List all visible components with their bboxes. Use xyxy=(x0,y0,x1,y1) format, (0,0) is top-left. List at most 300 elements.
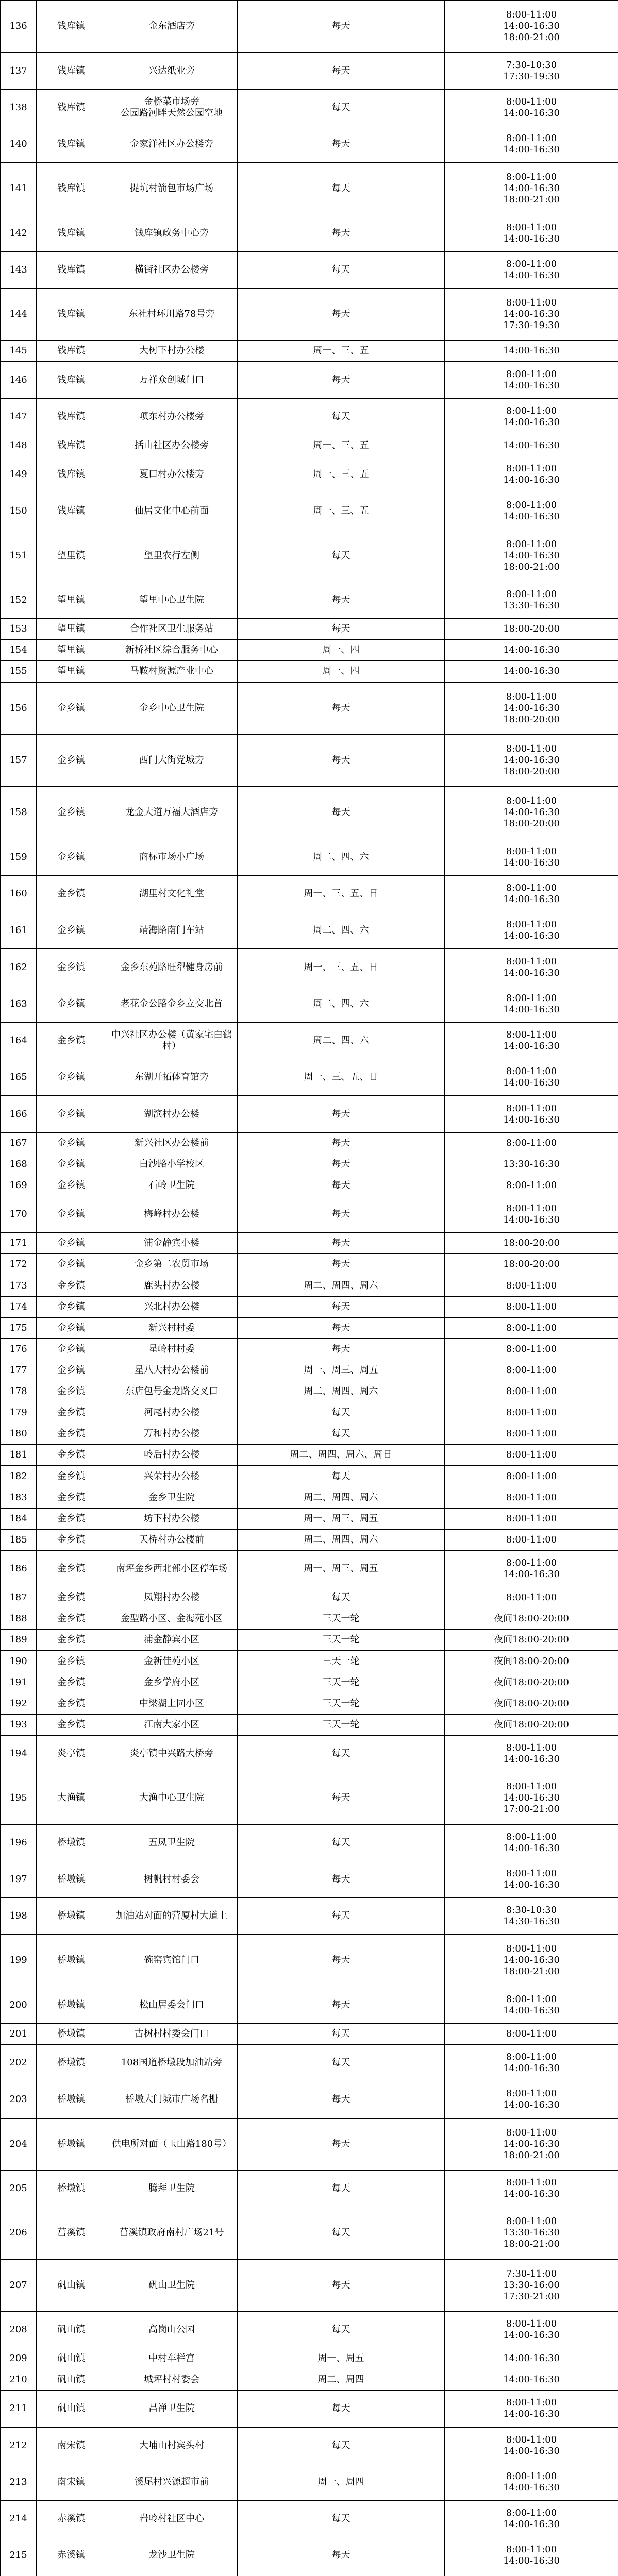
town-name: 望里镇 xyxy=(37,619,106,640)
service-hours: 8:00-11:00 xyxy=(445,1360,618,1381)
location-name: 凤翔村办公楼 xyxy=(106,1587,238,1608)
service-days: 每天 xyxy=(238,251,445,288)
town-name: 金乡镇 xyxy=(37,1338,106,1360)
location-name: 星八大村办公楼前 xyxy=(106,1360,238,1381)
row-number: 170 xyxy=(1,1196,37,1233)
table-row xyxy=(1,1233,618,1254)
table-row xyxy=(1,1154,618,1175)
service-days: 每天 xyxy=(238,126,445,162)
table-row xyxy=(1,163,618,215)
table-row xyxy=(1,1254,618,1275)
location-name: 莒溪镇政府南村广场21号 xyxy=(106,2207,238,2259)
town-name: 望里镇 xyxy=(37,530,106,582)
location-name: 西门大街党城旁 xyxy=(106,734,238,786)
location-name: 江南大家小区 xyxy=(106,1714,238,1735)
table-row xyxy=(1,2081,618,2118)
town-name: 金乡镇 xyxy=(37,839,106,875)
location-name: 金桥菜市场旁 公园路河畔天然公园空地 xyxy=(106,89,238,126)
service-days: 周一、三、五 xyxy=(238,341,445,362)
service-days: 周二、周四、周六 xyxy=(238,1275,445,1296)
service-days: 每天 xyxy=(238,787,445,839)
town-name: 金乡镇 xyxy=(37,1714,106,1735)
row-number: 182 xyxy=(1,1466,37,1487)
table-row xyxy=(1,912,618,949)
town-name: 桥墩镇 xyxy=(37,2023,106,2044)
town-name: 望里镇 xyxy=(37,661,106,682)
service-days: 周二、四、六 xyxy=(238,986,445,1022)
location-name: 东湖开拓体育馆旁 xyxy=(106,1059,238,1096)
row-number: 181 xyxy=(1,1445,37,1466)
service-days: 周一、周四 xyxy=(238,2464,445,2500)
row-number: 146 xyxy=(1,362,37,398)
location-name: 108国道桥墩段加油站旁 xyxy=(106,2045,238,2081)
row-number: 157 xyxy=(1,734,37,786)
town-name: 金乡镇 xyxy=(37,1466,106,1487)
service-hours: 8:00-11:00 14:00-16:30 xyxy=(445,912,618,949)
service-days: 三天一轮 xyxy=(238,1714,445,1735)
service-hours: 8:00-11:00 14:00-16:30 18:00-21:00 xyxy=(445,2118,618,2170)
table-row xyxy=(1,1360,618,1381)
row-number: 141 xyxy=(1,163,37,215)
town-name: 钱库镇 xyxy=(37,341,106,362)
table-row xyxy=(1,1296,618,1317)
town-name: 金乡镇 xyxy=(37,1296,106,1317)
location-name: 望里农行左侧 xyxy=(106,530,238,582)
location-name: 商标市场小广场 xyxy=(106,839,238,875)
town-name: 金乡镇 xyxy=(37,1487,106,1508)
row-number: 205 xyxy=(1,2170,37,2207)
service-days: 每天 xyxy=(238,1772,445,1824)
service-hours: 8:00-11:00 14:00-16:30 18:00-20:00 xyxy=(445,734,618,786)
service-days: 三天一轮 xyxy=(238,1651,445,1672)
service-days: 周一、周三、周五 xyxy=(238,1360,445,1381)
service-days: 三天一轮 xyxy=(238,1672,445,1693)
row-number: 202 xyxy=(1,2045,37,2081)
row-number: 200 xyxy=(1,1987,37,2023)
town-name xyxy=(37,2574,106,2576)
row-number: 195 xyxy=(1,1772,37,1824)
service-days: 每天 xyxy=(238,1898,445,1935)
table-row xyxy=(1,2118,618,2170)
table-row xyxy=(1,1772,618,1824)
table-row xyxy=(1,215,618,251)
town-name: 桥墩镇 xyxy=(37,2081,106,2118)
service-days: 每天 xyxy=(238,1196,445,1233)
location-name: 溪尾村兴源超市前 xyxy=(106,2464,238,2500)
location-name: 合作社区卫生服务站 xyxy=(106,619,238,640)
town-name: 金乡镇 xyxy=(37,1317,106,1338)
town-name: 金乡镇 xyxy=(37,1254,106,1275)
table-row xyxy=(1,1935,618,1987)
table-row xyxy=(1,1529,618,1550)
service-days: 每天 xyxy=(238,1466,445,1487)
service-hours: 8:00-11:00 14:00-16:30 xyxy=(445,1735,618,1772)
location-name: 新桥社区综合服务中心 xyxy=(106,640,238,661)
row-number: 172 xyxy=(1,1254,37,1275)
town-name: 桥墩镇 xyxy=(37,1935,106,1987)
service-days: 每天 xyxy=(238,2207,445,2259)
location-name: 兴北村办公楼 xyxy=(106,1296,238,1317)
town-name: 金乡镇 xyxy=(37,1587,106,1608)
location-name: 横街社区办公楼旁 xyxy=(106,251,238,288)
service-days: 每天 xyxy=(238,1987,445,2023)
location-name: 东社村环川路78号旁 xyxy=(106,289,238,341)
town-name: 南宋镇 xyxy=(37,2427,106,2464)
location-name: 龙沙卫生院 xyxy=(106,2537,238,2574)
service-days: 每天 xyxy=(238,1096,445,1132)
service-hours: 8:00-11:00 14:00-16:30 18:00-20:00 xyxy=(445,787,618,839)
location-name: 鹿头村办公楼 xyxy=(106,1275,238,1296)
service-days: 每天 xyxy=(238,163,445,215)
row-number: 137 xyxy=(1,53,37,89)
location-name: 星岭村村委 xyxy=(106,1338,238,1360)
town-name: 金乡镇 xyxy=(37,1233,106,1254)
service-hours: 8:00-11:00 14:00-16:30 xyxy=(445,2464,618,2500)
service-hours: 夜间18:00-20:00 xyxy=(445,1714,618,1735)
town-name: 金乡镇 xyxy=(37,1196,106,1233)
service-days: 周一、三、五 xyxy=(238,435,445,456)
table-row xyxy=(1,2207,618,2259)
town-name: 金乡镇 xyxy=(37,1059,106,1096)
location-name: 金乡东苑路旺犁健身房前 xyxy=(106,949,238,986)
row-number: 190 xyxy=(1,1651,37,1672)
town-name: 金乡镇 xyxy=(37,1402,106,1423)
service-days: 周二、四、六 xyxy=(238,1022,445,1059)
row-number: 192 xyxy=(1,1693,37,1714)
table-row xyxy=(1,1317,618,1338)
service-days: 每天 xyxy=(238,1423,445,1445)
table-row xyxy=(1,682,618,734)
row-number: 207 xyxy=(1,2259,37,2311)
location-name: 浦金静宾小区 xyxy=(106,1630,238,1651)
town-name: 桥墩镇 xyxy=(37,1898,106,1935)
service-days: 每天 xyxy=(238,215,445,251)
service-hours: 7:30-11:00 13:30-16:00 17:30-21:00 xyxy=(445,2259,618,2311)
town-name: 金乡镇 xyxy=(37,1529,106,1550)
service-days: 每天 xyxy=(238,2170,445,2207)
row-number: 203 xyxy=(1,2081,37,2118)
service-hours: 14:00-16:30 xyxy=(445,661,618,682)
location-name: 五凤卫生院 xyxy=(106,1824,238,1861)
service-days: 周一、三、五、日 xyxy=(238,875,445,912)
town-name: 金乡镇 xyxy=(37,787,106,839)
table-row xyxy=(1,2045,618,2081)
service-days: 每天 xyxy=(238,2259,445,2311)
row-number: 209 xyxy=(1,2348,37,2369)
town-name: 金乡镇 xyxy=(37,734,106,786)
location-name: 钱库镇政务中心旁 xyxy=(106,215,238,251)
table-row xyxy=(1,398,618,435)
service-hours: 8:00-11:00 xyxy=(445,1445,618,1466)
town-name: 金乡镇 xyxy=(37,1550,106,1587)
table-row xyxy=(1,986,618,1022)
location-name: 金新佳苑小区 xyxy=(106,1651,238,1672)
location-name: 金东酒店旁 xyxy=(106,1,238,53)
table-row xyxy=(1,1423,618,1445)
row-number: 175 xyxy=(1,1317,37,1338)
row-number: 145 xyxy=(1,341,37,362)
row-number: 184 xyxy=(1,1508,37,1529)
town-name: 钱库镇 xyxy=(37,89,106,126)
location-name: 金家洋社区办公楼旁 xyxy=(106,126,238,162)
row-number: 210 xyxy=(1,2369,37,2391)
location-name: 老花金公路金乡立交北首 xyxy=(106,986,238,1022)
service-days: 周二、周四、周六 xyxy=(238,1529,445,1550)
service-hours: 8:00-11:00 xyxy=(445,1175,618,1196)
location-name: 昌禅卫生院 xyxy=(106,2391,238,2427)
service-hours: 8:00-11:00 14:00-16:30 18:00-20:00 xyxy=(445,682,618,734)
service-days: 每天 xyxy=(238,1861,445,1897)
row-number: 149 xyxy=(1,456,37,493)
table-row xyxy=(1,362,618,398)
town-name: 炎亭镇 xyxy=(37,1735,106,1772)
row-number: 159 xyxy=(1,839,37,875)
town-name: 金乡镇 xyxy=(37,682,106,734)
service-days: 每天 xyxy=(238,1254,445,1275)
location-name: 梅峰村办公楼 xyxy=(106,1196,238,1233)
town-name: 钱库镇 xyxy=(37,126,106,162)
location-name: 捉坑村箭包市场广场 xyxy=(106,163,238,215)
table-row xyxy=(1,1,618,53)
row-number: 158 xyxy=(1,787,37,839)
table-row xyxy=(1,582,618,618)
table-row xyxy=(1,289,618,341)
town-name: 桥墩镇 xyxy=(37,1987,106,2023)
service-hours: 8:00-11:00 14:00-16:30 18:00-21:00 xyxy=(445,1,618,53)
table-row xyxy=(1,1608,618,1630)
town-name: 金乡镇 xyxy=(37,1630,106,1651)
row-number: 189 xyxy=(1,1630,37,1651)
service-days: 每天 xyxy=(238,362,445,398)
town-name: 大渔镇 xyxy=(37,1772,106,1824)
town-name: 金乡镇 xyxy=(37,1275,106,1296)
service-hours: 8:00-11:00 13:30-16:30 18:00-21:00 xyxy=(445,2207,618,2259)
service-days: 三天一轮 xyxy=(238,1693,445,1714)
service-days: 每天 xyxy=(238,1175,445,1196)
service-days: 每天 xyxy=(238,2118,445,2170)
location-name: 中梁湖上园小区 xyxy=(106,1693,238,1714)
location-name: 腾拜卫生院 xyxy=(106,2170,238,2207)
service-days: 每天 xyxy=(238,1317,445,1338)
row-number: 136 xyxy=(1,1,37,53)
town-name: 金乡镇 xyxy=(37,1381,106,1402)
service-hours: 8:00-11:00 xyxy=(445,1487,618,1508)
location-name: 岩岭村社区中心 xyxy=(106,2501,238,2537)
table-row xyxy=(1,787,618,839)
table-row xyxy=(1,1824,618,1861)
location-name: 松山居委会门口 xyxy=(106,1987,238,2023)
town-name: 赤溪镇 xyxy=(37,2501,106,2537)
service-days: 每天 xyxy=(238,289,445,341)
service-hours: 18:00-20:00 xyxy=(445,1254,618,1275)
row-number: 201 xyxy=(1,2023,37,2044)
location-name: 供电所对面（玉山路180号） xyxy=(106,2118,238,2170)
table-row xyxy=(1,2391,618,2427)
row-number: 178 xyxy=(1,1381,37,1402)
table-row xyxy=(1,251,618,288)
location-name: 靖海路南门车站 xyxy=(106,912,238,949)
table-row xyxy=(1,1487,618,1508)
town-name: 钱库镇 xyxy=(37,215,106,251)
service-days: 每天 xyxy=(238,1338,445,1360)
table-row xyxy=(1,1196,618,1233)
row-number: 163 xyxy=(1,986,37,1022)
town-name: 金乡镇 xyxy=(37,912,106,949)
service-days: 每天 xyxy=(238,1154,445,1175)
town-name: 望里镇 xyxy=(37,582,106,618)
service-hours: 8:00-11:00 xyxy=(445,1275,618,1296)
service-hours: 8:00-11:00 14:00-16:30 xyxy=(445,2081,618,2118)
service-hours: 8:00-11:00 14:00-16:30 xyxy=(445,126,618,162)
location-name: 新兴社区办公楼前 xyxy=(106,1132,238,1154)
location-name: 碗窑宾馆门口 xyxy=(106,1935,238,1987)
town-name: 金乡镇 xyxy=(37,1608,106,1630)
table-row xyxy=(1,435,618,456)
service-hours: 8:00-11:00 14:00-16:30 17:30-19:30 xyxy=(445,289,618,341)
table-row xyxy=(1,1550,618,1587)
table-row xyxy=(1,1714,618,1735)
table-row xyxy=(1,1132,618,1154)
row-number: 144 xyxy=(1,289,37,341)
table-row xyxy=(1,126,618,162)
table-row xyxy=(1,1861,618,1897)
location-name: 石岭卫生院 xyxy=(106,1175,238,1196)
service-hours: 8:00-11:00 14:00-16:30 xyxy=(445,2427,618,2464)
table-row xyxy=(1,2348,618,2369)
service-hours: 8:00-11:00 14:00-16:30 xyxy=(445,215,618,251)
row-number: 183 xyxy=(1,1487,37,1508)
service-hours xyxy=(445,2574,618,2576)
town-name: 南宋镇 xyxy=(37,2464,106,2500)
town-name: 金乡镇 xyxy=(37,1508,106,1529)
service-days: 每天 xyxy=(238,1,445,53)
table-row xyxy=(1,2574,618,2576)
service-days: 三天一轮 xyxy=(238,1608,445,1630)
service-hours: 8:00-11:00 14:00-16:30 18:00-21:00 xyxy=(445,530,618,582)
row-number: 194 xyxy=(1,1735,37,1772)
row-number: 165 xyxy=(1,1059,37,1096)
service-hours: 8:00-11:00 xyxy=(445,1381,618,1402)
row-number: 155 xyxy=(1,661,37,682)
service-hours: 8:00-11:00 14:00-16:30 xyxy=(445,2311,618,2348)
row-number: 199 xyxy=(1,1935,37,1987)
table-row xyxy=(1,53,618,89)
service-hours: 8:00-11:00 xyxy=(445,1466,618,1487)
row-number: 188 xyxy=(1,1608,37,1630)
town-name: 金乡镇 xyxy=(37,1360,106,1381)
town-name: 金乡镇 xyxy=(37,1022,106,1059)
row-number: 164 xyxy=(1,1022,37,1059)
row-number: 176 xyxy=(1,1338,37,1360)
table-row xyxy=(1,1672,618,1693)
service-days: 每天 xyxy=(238,619,445,640)
row-number: 214 xyxy=(1,2501,37,2537)
row-number: 174 xyxy=(1,1296,37,1317)
row-number: 142 xyxy=(1,215,37,251)
service-hours: 8:00-11:00 14:00-16:30 xyxy=(445,1196,618,1233)
location-name: 万祥众创城门口 xyxy=(106,362,238,398)
town-name: 钱库镇 xyxy=(37,362,106,398)
row-number: 169 xyxy=(1,1175,37,1196)
row-number: 156 xyxy=(1,682,37,734)
location-name: 矾山卫生院 xyxy=(106,2259,238,2311)
service-hours: 8:00-11:00 14:00-16:30 xyxy=(445,2045,618,2081)
service-days: 周一、三、五、日 xyxy=(238,1059,445,1096)
row-number: 148 xyxy=(1,435,37,456)
table-row xyxy=(1,1022,618,1059)
row-number: 211 xyxy=(1,2391,37,2427)
service-days xyxy=(238,2574,445,2576)
table-row xyxy=(1,2170,618,2207)
service-hours: 8:00-11:00 14:00-16:30 xyxy=(445,456,618,493)
row-number: 167 xyxy=(1,1132,37,1154)
location-name: 中兴社区办公楼（黄家宅白鹤村） xyxy=(106,1022,238,1059)
service-hours: 8:00-11:00 14:00-16:30 xyxy=(445,1022,618,1059)
service-days: 周一、四 xyxy=(238,640,445,661)
row-number: 138 xyxy=(1,89,37,126)
town-name: 望里镇 xyxy=(37,640,106,661)
service-hours: 8:00-11:00 14:00-16:30 18:00-21:00 xyxy=(445,1935,618,1987)
service-days: 周一、周五 xyxy=(238,2348,445,2369)
table-row xyxy=(1,2023,618,2044)
service-days: 每天 xyxy=(238,2501,445,2537)
table-row xyxy=(1,2369,618,2391)
row-number: 213 xyxy=(1,2464,37,2500)
service-hours: 8:00-11:00 14:00-16:30 xyxy=(445,2537,618,2574)
town-name: 矾山镇 xyxy=(37,2369,106,2391)
service-hours: 8:00-11:00 14:00-16:30 xyxy=(445,398,618,435)
row-number: 212 xyxy=(1,2427,37,2464)
service-hours: 8:00-11:00 14:00-16:30 18:00-21:00 xyxy=(445,163,618,215)
table-row xyxy=(1,341,618,362)
table-row xyxy=(1,619,618,640)
table-row xyxy=(1,530,618,582)
town-name: 钱库镇 xyxy=(37,398,106,435)
service-hours: 夜间18:00-20:00 xyxy=(445,1651,618,1672)
row-number: 208 xyxy=(1,2311,37,2348)
service-days: 周一、四 xyxy=(238,661,445,682)
service-hours: 夜间18:00-20:00 xyxy=(445,1608,618,1630)
town-name: 金乡镇 xyxy=(37,986,106,1022)
service-days: 三天一轮 xyxy=(238,1630,445,1651)
service-hours: 8:00-11:00 14:00-16:30 xyxy=(445,2501,618,2537)
service-days: 每天 xyxy=(238,2081,445,2118)
town-name: 钱库镇 xyxy=(37,493,106,530)
location-name: 浦金静宾小楼 xyxy=(106,1233,238,1254)
table-row xyxy=(1,839,618,875)
row-number: 161 xyxy=(1,912,37,949)
town-name: 金乡镇 xyxy=(37,1423,106,1445)
service-hours: 8:00-11:00 14:00-16:30 xyxy=(445,1824,618,1861)
town-name: 矾山镇 xyxy=(37,2348,106,2369)
service-days: 每天 xyxy=(238,682,445,734)
table-row xyxy=(1,949,618,986)
town-name: 赤溪镇 xyxy=(37,2537,106,2574)
location-name: 金乡学府小区 xyxy=(106,1672,238,1693)
row-number: 153 xyxy=(1,619,37,640)
service-days: 周二、周四 xyxy=(238,2369,445,2391)
row-number: 173 xyxy=(1,1275,37,1296)
location-name: 高岗山公园 xyxy=(106,2311,238,2348)
service-hours: 8:00-11:00 xyxy=(445,2023,618,2044)
row-number: 151 xyxy=(1,530,37,582)
service-hours: 8:30-10:30 14:30-16:30 xyxy=(445,1898,618,1935)
service-days: 每天 xyxy=(238,2537,445,2574)
town-name: 金乡镇 xyxy=(37,1672,106,1693)
service-hours: 8:00-11:00 14:00-16:30 xyxy=(445,362,618,398)
town-name: 桥墩镇 xyxy=(37,1861,106,1897)
location-name: 兴达纸业旁 xyxy=(106,53,238,89)
